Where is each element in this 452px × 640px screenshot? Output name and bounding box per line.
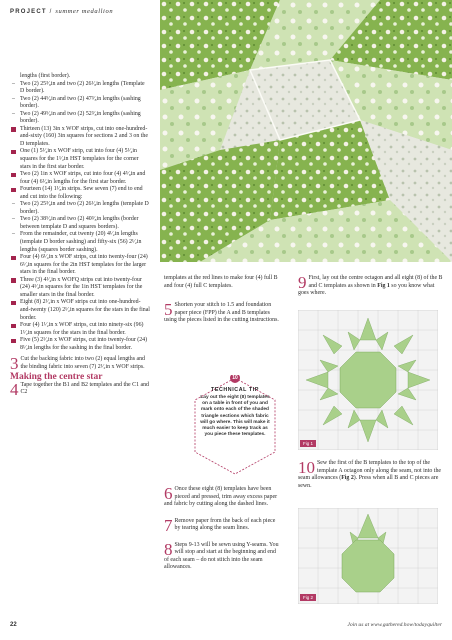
- list-text: Four (4) 1¹⁄₂in x WOF strips, cut into ninety-six (96) 1¹⁄₂in squares for the stars in the final border.: [20, 322, 144, 336]
- list-text: Two (2) 38⁵⁄₈in and two (2) 40³⁄₈in lengths (border between template D and squares borders).: [20, 216, 139, 230]
- step-7: [164, 515, 279, 535]
- tip-title: TECHNICAL TIP: [210, 387, 260, 393]
- bullet-square-icon: [11, 188, 16, 193]
- column-2: [164, 275, 279, 325]
- step-number: 8: [164, 539, 173, 559]
- bullet-square-icon: [11, 339, 16, 344]
- step-number: 5: [164, 300, 173, 320]
- list-item: – Two (2) 38⁵⁄₈in and two (2) 40³⁄₈in lengths (border between template D and squares borders).: [12, 216, 139, 230]
- list-item: [10, 254, 150, 277]
- step-text: Shorten your stitch to 1.5 and foundation paper piece (FPP) the A and B templates using the pieces listed in the cutting instructions.: [164, 302, 279, 324]
- list-item: [10, 186, 150, 201]
- list-item: [10, 322, 150, 337]
- list-item: [10, 126, 150, 149]
- column-2-lower: [164, 486, 279, 572]
- step-8: [164, 539, 279, 572]
- list-text: Eight (8) 2¹⁄₂in x WOF strips cut into one-hundred-and-twenty (120) 2¹⁄₂in squares for the stars in the final border.: [20, 299, 150, 321]
- bullet-square-icon: [11, 324, 16, 329]
- list-text: From the remainder, cut twenty (20) 4¹⁄₂in lengths (template D border sashing) and fifty-six (56) 2¹⁄₂in lengths (squares border sashing).: [20, 231, 142, 253]
- footer-url: Join us at www.gathered.how/todayquilter: [347, 622, 442, 628]
- step-5: [164, 302, 279, 325]
- list-text: Four (4) 6¹⁄₄in x WOF strips, cut into twenty-four (24) 6¹⁄₄in squares for the 2in HST templates for the larger stars in the final border.: [20, 254, 148, 276]
- step-6: [164, 486, 279, 509]
- step-3: [10, 354, 150, 374]
- list-item: [10, 337, 150, 352]
- step-9: 9 First, lay out the centre octagon and all eight (8) of the B and C templates as shown in Fig 1 so you know what goes where.: [298, 273, 443, 297]
- list-text: Two (2) 25³⁄₈in and two (2) 26¹⁄₈in lengths (template D border).: [20, 201, 149, 215]
- list-text: Two (2) 49⁵⁄₈in and two (2) 52³⁄₈in lengths (sashing border).: [20, 110, 141, 125]
- header-separator: /: [46, 9, 56, 15]
- bullet-square-icon: [11, 173, 16, 178]
- list-text: lengths (first border).: [20, 73, 71, 79]
- figure-label: Fig 1: [300, 440, 316, 447]
- list-item: [10, 277, 150, 300]
- step-number: 9: [298, 273, 307, 292]
- column-3: [298, 275, 443, 298]
- list-item: [10, 73, 150, 81]
- list-item: – Two (2) 25³⁄₈in and two (2) 26¹⁄₈in lengths (template D border).: [12, 201, 149, 215]
- technical-tip-box: [191, 375, 279, 477]
- list-text: Three (3) 4¹⁄₄in x WOFQ strips cut into twenty-four (24) 4¹⁄₄in squares for the 1in HST templates for the smaller stars in the final border.: [20, 276, 143, 298]
- bullet-square-icon: [11, 278, 16, 283]
- figure-1: [298, 310, 438, 450]
- step-number: 3: [10, 354, 19, 374]
- continued-text: templates at the red lines to make four (4) full B and four (4) full C templates.: [164, 275, 278, 289]
- column-1: [10, 73, 150, 397]
- list-text: Two (2) 1in x WOF strips, cut into four (4) 4⁵⁄₈in and four (4) 6¹⁄₈in lengths for the first star border.: [20, 171, 146, 185]
- list-text: One (1) 5¹⁄₄in x WOF strip, cut into four (4) 5¹⁄₄in squares for the 1¹⁄₂in HST templates for the corner stars in the first star border.: [20, 148, 139, 170]
- step-text: Remove paper from the back of each piece by tearing along the seam lines.: [174, 517, 276, 532]
- list-item: – Two (2) 49⁵⁄₈in and two (2) 52³⁄₈in lengths (sashing border).: [12, 110, 141, 125]
- step-4: [10, 379, 150, 399]
- bullet-square-icon: [11, 150, 16, 155]
- figure-label: Fig 2: [300, 594, 316, 601]
- project-title: summer medallion: [55, 8, 114, 15]
- step-text: Tape together the B1 and B2 templates and the C1 and C2: [20, 381, 149, 396]
- list-item: [10, 299, 150, 322]
- list-item: – Two (2) 44⁵⁄₈in and two (2) 47³⁄₈in lengths (sashing border).: [12, 95, 141, 110]
- figure-reference: Fig 2: [341, 475, 354, 482]
- list-text: Two (2) 44⁵⁄₈in and two (2) 47³⁄₈in lengths (sashing border).: [20, 95, 141, 110]
- figure-reference: Fig 1: [377, 282, 390, 289]
- quilt-photo: [160, 0, 452, 262]
- section-heading: Making the centre star: [10, 372, 103, 383]
- page-header: [10, 8, 113, 15]
- step-text: Once these eight (8) templates have been pieced and pressed, trim away excess paper and fabric by cutting along the dashed lines.: [164, 486, 278, 508]
- step-10: 10 Sew the first of the B templates to the top of the template A octagon only along the seam, not into the seam allowances (Fig 2). Press when all B and C pieces are sewn.: [298, 458, 442, 489]
- tip-badge: 10: [232, 375, 238, 381]
- list-text: Fourteen (14) 1¹⁄₈in strips. Sew seven (7) end to end and cut into the following:: [20, 186, 143, 200]
- list-text: Two (2) 25³⁄₈in and two (2) 26¹⁄₈in lengths (Template D border).: [20, 80, 145, 95]
- list-text: Five (5) 2¹⁄₂in x WOF strips, cut into twenty-four (24) 8¹⁄₂in lengths for the sashing in the final border.: [20, 337, 148, 351]
- step-number: 7: [164, 515, 173, 535]
- list-item: [10, 148, 150, 171]
- list-item: – Two (2) 25³⁄₈in and two (2) 26¹⁄₈in lengths (Template D border).: [12, 80, 145, 95]
- list-item: – From the remainder, cut twenty (20) 4¹⁄₂in lengths (template D border sashing) and fifty-six (56) 2¹⁄₂in lengths (squares border sashing).: [12, 231, 142, 253]
- column-3-lower: [298, 460, 443, 490]
- list-item: [10, 171, 150, 186]
- step-number: 4: [10, 379, 19, 399]
- bullet-square-icon: [11, 256, 16, 261]
- section-label: PROJECT: [10, 9, 47, 15]
- step-text: Cut the backing fabric into two (2) equal lengths and the binding fabric into seven (7) 2¹⁄₂in x WOF strips.: [20, 356, 145, 370]
- bullet-square-icon: [11, 301, 16, 306]
- list-text: Thirteen (13) 3in x WOF strips, cut into one-hundred-and-sixty (160) 3in squares for sections 2 and 3 on the D templates.: [20, 125, 148, 147]
- figure-2: [298, 508, 438, 604]
- step-text: Steps 9-13 will be sewn using Y-seams. You will stop and start at the beginning and end of each seam – do not stitch into the seam allowances.: [164, 541, 279, 571]
- step-number: 6: [164, 484, 173, 503]
- tip-body: Lay out the eight (8) templates on a table in front of you and mark onto each of the shaded triangle sections which fabric will go where. This will make it much easier to keep track as you piece these templates.: [200, 395, 270, 438]
- step-number: 10: [298, 458, 315, 477]
- bullet-square-icon: [11, 127, 16, 132]
- page-number: 22: [10, 622, 17, 628]
